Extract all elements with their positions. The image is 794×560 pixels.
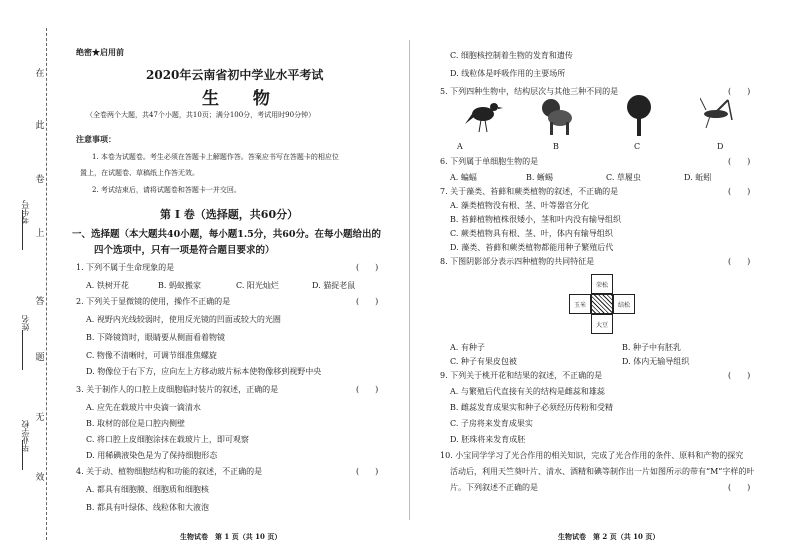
option: C. 种子有果皮包被 xyxy=(450,357,517,366)
cell-left: 玉米 xyxy=(569,294,591,314)
question-9: 9. 下列关于桃开花和结果的叙述，不正确的是 xyxy=(440,371,603,380)
binding-char: 此 xyxy=(34,118,46,131)
answer-blank[interactable]: ( ) xyxy=(356,467,379,476)
option: D. 胚珠将来发育成胚 xyxy=(450,435,526,444)
cell-bottom: 大豆 xyxy=(591,314,613,334)
question-8: 8. 下图阴影部分表示四种植物的共同特征是 xyxy=(440,257,595,266)
question-10-cont: 片。下列叙述不正确的是 xyxy=(450,483,538,492)
question-6: 6. 下列属于单细胞生物的是 xyxy=(440,157,539,166)
label-candidate-number: 考生号 xyxy=(21,200,30,224)
answer-blank[interactable]: ( ) xyxy=(728,371,751,380)
option: A. 应先在载玻片中央滴一滴清水 xyxy=(86,403,201,412)
option: D. 蚯蚓 xyxy=(684,173,712,182)
cell-shaded xyxy=(591,294,613,314)
lion-figure xyxy=(540,96,574,138)
subject-title: 生 物 xyxy=(202,89,284,109)
option: A. 都具有细胞膜、细胞质和细胞核 xyxy=(86,485,209,494)
option: B. 取材的部位是口腔内侧壁 xyxy=(86,419,185,428)
part-title: 第 Ⅰ 卷（选择题，共60分） xyxy=(160,208,299,221)
option: D. 线粒体是呼吸作用的主要场所 xyxy=(450,69,566,78)
question-7: 7. 关于藻类、苔藓和蕨类植物的叙述，不正确的是 xyxy=(440,187,619,196)
option: B. 下降镜筒时，眼睛要从侧面看着物镜 xyxy=(86,333,225,342)
note-1: 1. 本卷为试题卷。考生必须在答题卡上解题作答。答案应书写在答题卡的相应位 xyxy=(92,153,339,161)
fig-label-d: D xyxy=(717,142,724,151)
option: C. 蕨类植物具有根、茎、叶，体内有输导组织 xyxy=(450,229,613,238)
option: C. 阳光灿烂 xyxy=(236,281,279,290)
tree-figure xyxy=(624,94,654,138)
option: A. 与繁殖后代直接有关的结构是雌蕊和雄蕊 xyxy=(450,387,605,396)
cell-top: 荣松 xyxy=(591,274,613,294)
answer-blank[interactable]: ( ) xyxy=(728,187,751,196)
option: D. 用稀碘液染色是为了保持细胞形态 xyxy=(86,451,218,460)
option: A. 藻类植物没有根、茎、叶等器官分化 xyxy=(450,201,589,210)
question-1: 1. 下列不属于生命现象的是 xyxy=(76,263,175,272)
binding-char: 题 xyxy=(34,350,46,363)
exam-title: 2020年云南省初中学业水平考试 xyxy=(146,68,324,82)
note-2: 2. 考试结束后，请将试题卷和答题卡一并交回。 xyxy=(92,186,241,194)
binding-line xyxy=(22,330,23,370)
answer-blank[interactable]: ( ) xyxy=(728,483,751,492)
answer-blank[interactable]: ( ) xyxy=(356,297,379,306)
question-10: 10. 小宝同学学习了光合作用的相关知识，完成了光合作用的条件、原料和产物的探究 xyxy=(440,451,744,460)
question-10-cont: 活动后，利用天竺葵叶片、清水、酒精和碘等制作出一片如图所示的带有“M”字样的叶 xyxy=(450,467,755,476)
grasshopper-figure xyxy=(700,96,734,136)
option: B. 蚂蚁搬家 xyxy=(158,281,201,290)
cell-right: 结松 xyxy=(613,294,635,314)
binding-dashed-line xyxy=(46,28,47,540)
option: C. 物像不清晰时，可调节细准焦螺旋 xyxy=(86,351,217,360)
option: D. 体内无输导组织 xyxy=(622,357,690,366)
option: D. 物像位于右下方，应向左上方移动玻片标本使物像移到视野中央 xyxy=(86,367,322,376)
fig-label-a: A xyxy=(457,142,463,151)
note-1-cont: 置上，在试题卷、草稿纸上作答无效。 xyxy=(80,169,199,177)
question-4: 4. 关于动、植物细胞结构和功能的叙述，不正确的是 xyxy=(76,467,263,476)
option: D. 猫捉老鼠 xyxy=(312,281,356,290)
bird-figure xyxy=(465,98,505,136)
answer-blank[interactable]: ( ) xyxy=(728,257,751,266)
option: C. 草履虫 xyxy=(606,173,641,182)
binding-char: 效 xyxy=(34,470,46,483)
page-footer: 生物试卷 第 1 页（共 10 页） xyxy=(180,532,282,541)
exam-info: （全卷两个大题，共47个小题，共10页；满分100分，考试用时90分钟） xyxy=(86,111,316,119)
option: A. 蝙蝠 xyxy=(450,173,477,182)
option: C. 将口腔上皮细胞涂抹在载玻片上，即可观察 xyxy=(86,435,249,444)
answer-blank[interactable]: ( ) xyxy=(356,263,379,272)
section-heading-cont: 四个选项中，只有一项是符合题目要求的） xyxy=(94,245,275,256)
fig-label-b: B xyxy=(553,142,559,151)
binding-char: 上 xyxy=(34,226,46,239)
option: A. 铁树开花 xyxy=(86,281,129,290)
page-footer: 生物试卷 第 2 页（共 10 页） xyxy=(558,532,660,541)
answer-blank[interactable]: ( ) xyxy=(356,385,379,394)
option: A. 视野内光线较弱时，使用反光镜的凹面或较大的光圈 xyxy=(86,315,281,324)
option: C. 子房将来发育成果实 xyxy=(450,419,533,428)
option: B. 苔藓植物植株很矮小，茎和叶内没有输导组织 xyxy=(450,215,621,224)
question-5: 5. 下列四种生物中，结构层次与其他三种不同的是 xyxy=(440,87,619,96)
binding-char: 卷 xyxy=(34,172,46,185)
option: B. 种子中有胚乳 xyxy=(622,343,681,352)
label-name: 姓名 xyxy=(21,315,30,331)
binding-char: 答 xyxy=(34,294,46,307)
section-heading: 一、选择题（本大题共40小题，每小题1.5分，共60分。在每小题给出的 xyxy=(72,229,381,240)
option: B. 蜥蜴 xyxy=(526,173,553,182)
option: D. 藻类、苔藓和蕨类植物都能用种子繁殖后代 xyxy=(450,243,614,252)
option: C. 细胞核控制着生物的发育和遗传 xyxy=(450,51,573,60)
fig-label-c: C xyxy=(634,142,641,151)
answer-blank[interactable]: ( ) xyxy=(728,157,751,166)
binding-char: 无 xyxy=(34,410,46,423)
confidential-badge: 绝密★启用前 xyxy=(76,47,124,57)
option: B. 都具有叶绿体、线粒体和大液泡 xyxy=(86,503,209,512)
label-school: 毕业学校 xyxy=(21,420,30,452)
answer-blank[interactable]: ( ) xyxy=(728,87,751,96)
question-2: 2. 下列关于显微镜的使用，操作不正确的是 xyxy=(76,297,231,306)
page-right xyxy=(410,0,794,560)
notes-title: 注意事项： xyxy=(76,134,116,144)
question-3: 3. 关于制作人的口腔上皮细胞临时装片的叙述，正确的是 xyxy=(76,385,279,394)
binding-char: 在 xyxy=(34,66,46,79)
option: B. 雌蕊发育成果实和种子必须经历传粉和受精 xyxy=(450,403,613,412)
option: A. 有种子 xyxy=(450,343,485,352)
